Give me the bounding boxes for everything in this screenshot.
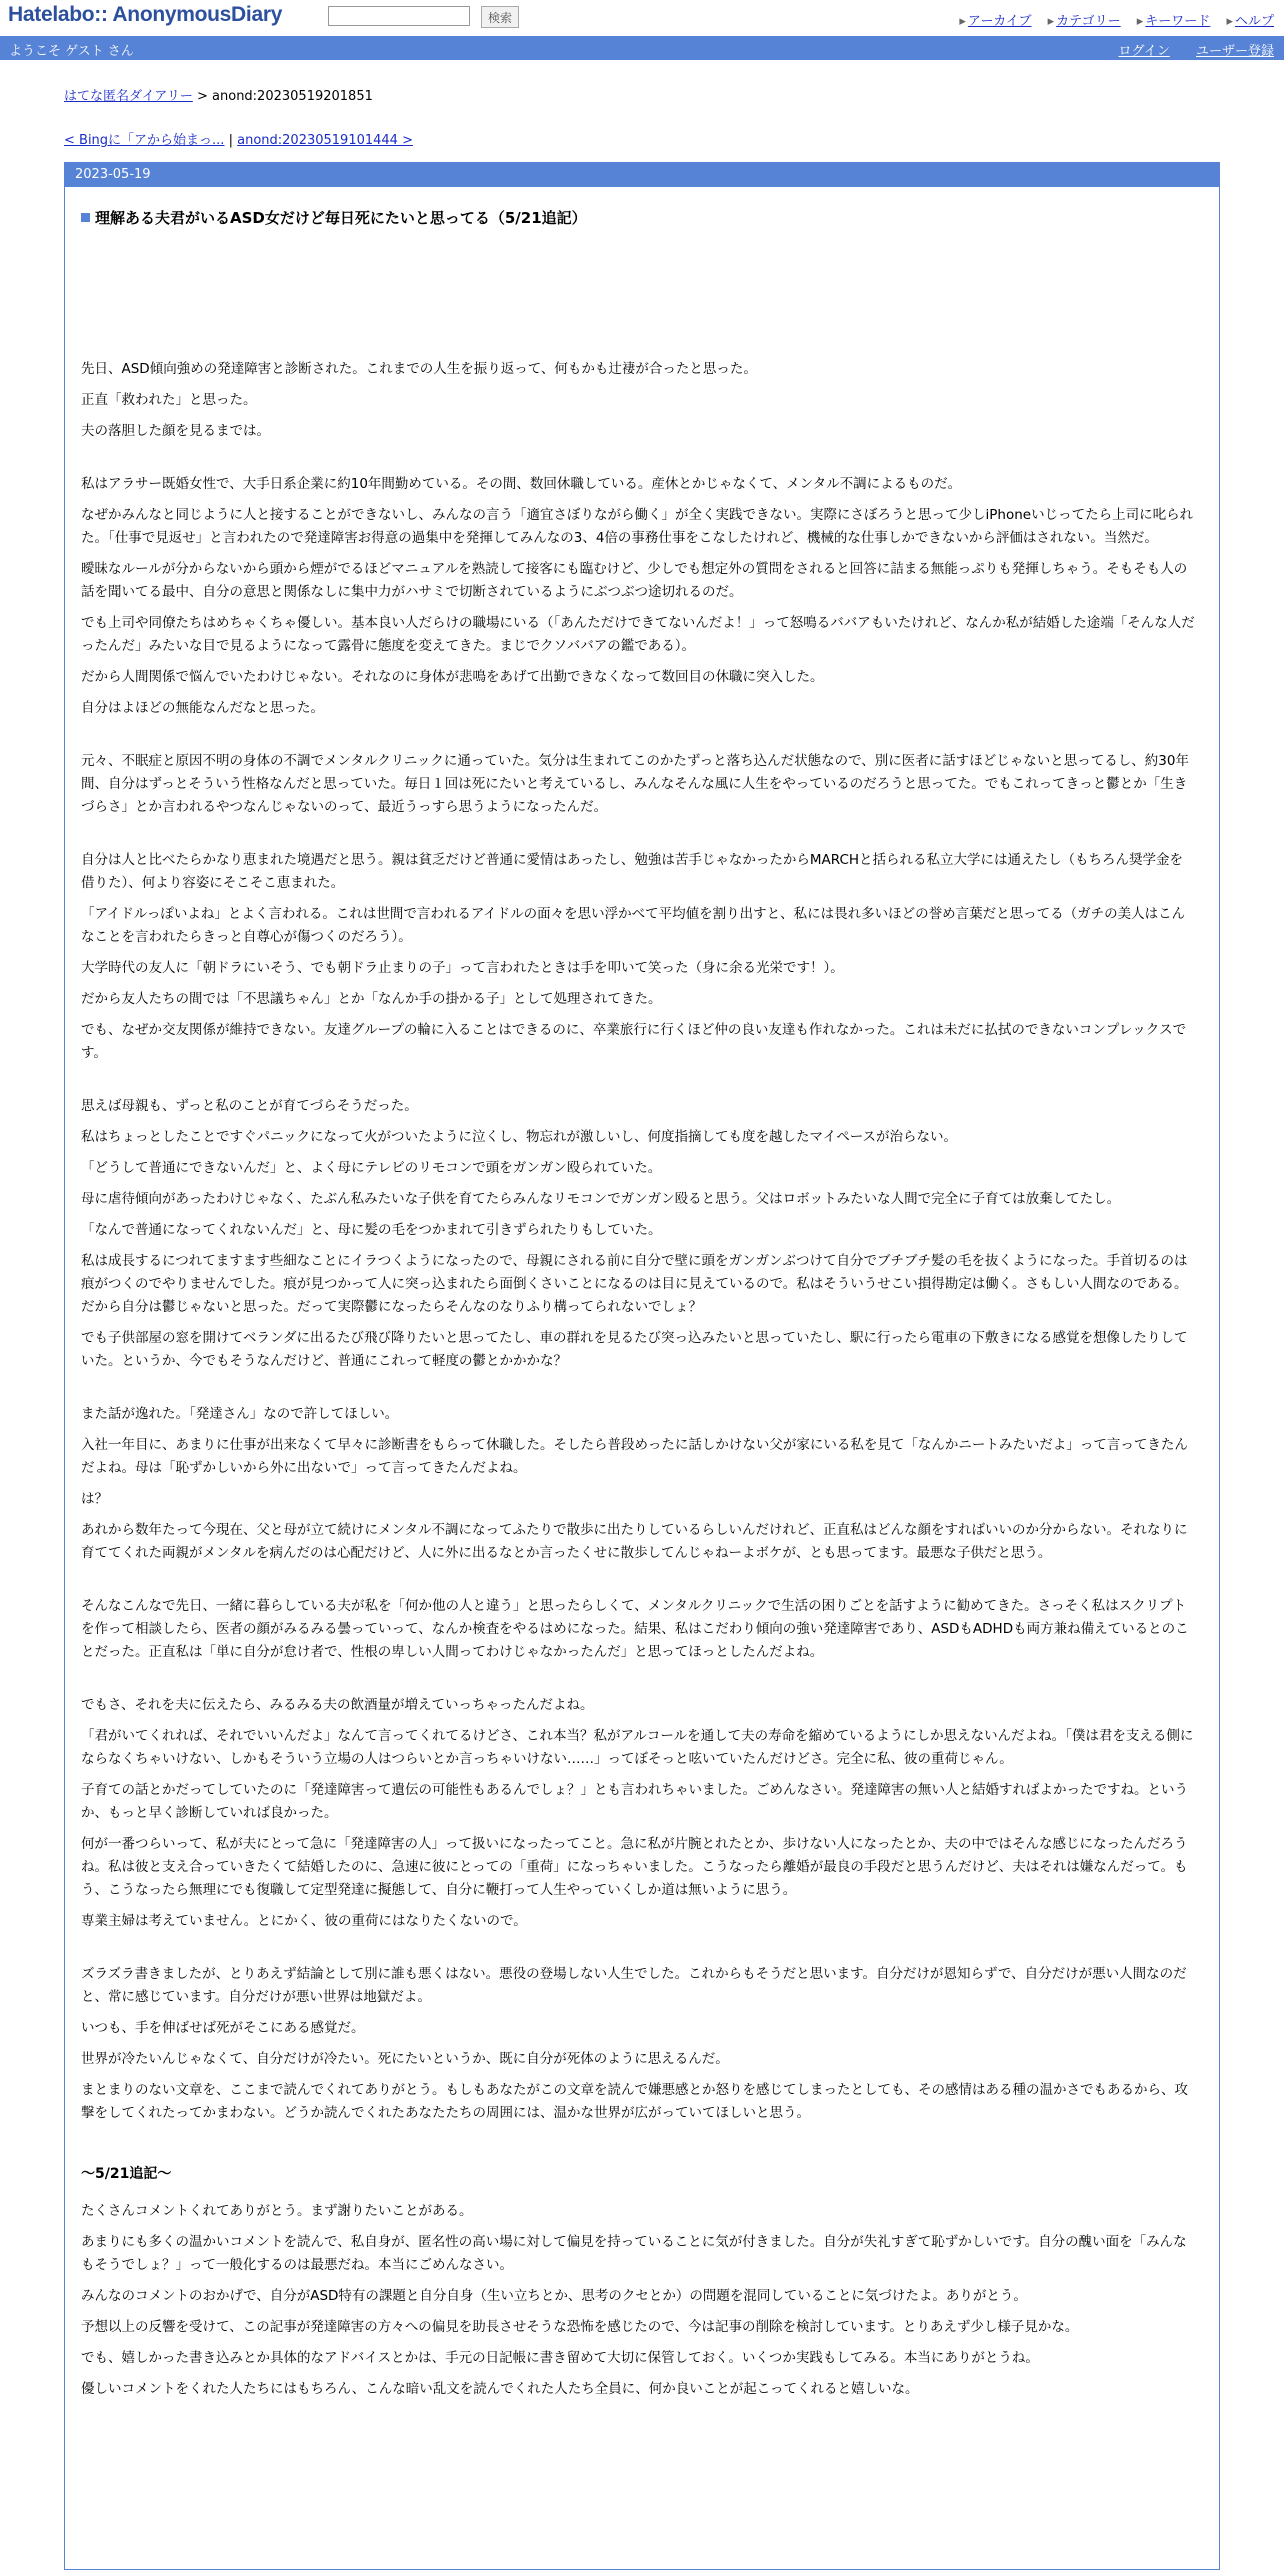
nav-keyword-link[interactable]: ▸ キーワード [1137, 14, 1211, 29]
addendum-paragraph: でも、嬉しかった書き込みとか具体的なアドバイスとかは、手元の日記帳に書き留めて大切に保管しておく。いくつか実践もしてみる。本当にありがとうね。 [81, 2350, 1039, 2366]
entry-paragraph: でもさ、それを夫に伝えたら、みるみる夫の飲酒量が増えていっちゃったんだよね。 [81, 1697, 594, 1713]
entry-paragraph: 私はちょっとしたことですぐパニックになって火がついたように泣くし、物忘れが激しいし、何度指摘しても度を越したマイペースが治らない。 [81, 1129, 958, 1145]
top-bar [0, 0, 1284, 36]
entry-paragraph: 大学時代の友人に「朝ドラにいそう、でも朝ドラ止まりの子」って言われたときは手を叩いて笑った（身に余る光栄です！）。 [81, 960, 844, 976]
entry-paragraph: 世界が冷たいんじゃなくて、自分だけが冷たい。死にたいというか、既に自分が死体のように思えるんだ。 [81, 2051, 729, 2067]
entry-paragraph: 「どうして普通にできないんだ」と、よく母にテレビのリモコンで頭をガンガン殴られていた。 [81, 1160, 662, 1176]
entry-paragraph: は？ [81, 1491, 108, 1507]
prev-entry-link[interactable]: < Bingに「アから始まっ... [64, 133, 225, 148]
diary-day-section [64, 162, 1220, 2570]
next-entry-link[interactable]: anond:20230519101444 > [237, 133, 413, 148]
addendum-paragraph: あまりにも多くの温かいコメントを読んで、私自身が、匿名性の高い場に対して偏見を持っていることに気が付きました。自分が失礼すぎて恥ずかしいです。自分の醜い面を「みんなもそうでしょ？」って一般化するのは最悪だね。本当にごめんなさい。 [81, 2234, 1187, 2273]
entry-paragraph: ズラズラ書きましたが、とりあえず結論として別に誰も悪くはない。悪役の登場しない人生でした。これからもそうだと思います。自分だけが恩知らずで、自分だけが悪い人間なのだと、常に感じています。自分だけが悪い世界は地獄だよ。 [81, 1966, 1187, 2005]
nav-archive-link[interactable]: ▸ アーカイブ [959, 14, 1031, 29]
breadcrumb-separator: > [196, 89, 208, 104]
pager [64, 129, 1284, 148]
addendum-paragraph: 優しいコメントをくれた人たちにはもちろん、こんな暗い乱文を読んでくれた人たち全員に、何か良いことが起こってくれると嬉しいな。 [81, 2381, 919, 2397]
welcome-text: ようこそ ゲスト さん [9, 44, 134, 59]
entry-paragraph: だから人間関係で悩んでいたわけじゃない。それなのに身体が悲鳴をあげて出勤できなくなって数回目の休職に突入した。 [81, 669, 824, 685]
entry-paragraph: あれから数年たって今現在、父と母が立て続けにメンタル不調になってふたりで散歩に出たりしているらしいんだけれど、正直私はどんな顔をすればいいのか分からない。それなりに育ててくれた両親がメンタルを病んだのは心配だけど、人に外に出るなとか言ったくせに散歩してんじゃねーよボケが、とも思ってます。最悪な子供だと思う。 [81, 1522, 1188, 1561]
entry-paragraph: でも子供部屋の窓を開けてベランダに出るたび飛び降りたいと思ってたし、車の群れを見るたび突っ込みたいと思っていたし、駅に行ったら電車の下敷きになる感覚を想像したりしていた。というか、今でもそうなんだけど、普通にこれって軽度の鬱とかかかな？ [81, 1330, 1188, 1369]
entry-paragraph: 夫の落胆した顔を見るまでは。 [81, 423, 270, 439]
breadcrumb-current: anond:20230519201851 [212, 89, 373, 104]
entry-paragraph: 正直「救われた」と思った。 [81, 392, 257, 408]
entry-paragraph: 専業主婦は考えていません。とにかく、彼の重荷にはなりたくないので。 [81, 1913, 527, 1929]
pager-separator: | [228, 133, 233, 148]
entry-permalink-icon[interactable] [81, 213, 90, 222]
entry-paragraph: でも上司や同僚たちはめちゃくちゃ優しい。基本良い人だらけの職場にいる（「あんただけできてないんだよ！」って怒鳴るババアもいたけれど、なんか私が結婚した途端「そんな人だったんだ」みたいな目で見るようになって露骨に態度を変えてきた。まじでクソババアの鑑である）。 [81, 615, 1195, 654]
register-link[interactable]: ユーザー登録 [1195, 44, 1274, 59]
entry-paragraph: いつも、手を伸ばせば死がそこにある感覚だ。 [81, 2020, 365, 2036]
entry-paragraph: なぜかみんなと同じように人と接することができないし、みんなの言う「適宜さぼりながら働く」が全く実践できない。実際にさぼろうと思って少しiPhoneいじってたら上司に叱られた。「仕事で見返せ」と言われたので発達障害お得意の過集中を発揮してみんなの3、4倍の事務仕事をこなしたけれど、機械的な仕事しかできないから評価はされない。当然だ。 [81, 507, 1194, 546]
entry-paragraph: 何が一番つらいって、私が夫にとって急に「発達障害の人」って扱いになったってこと。急に私が片腕とれたとか、歩けない人になったとか、夫の中ではそんな感じになったんだろうね。私は彼と支え合っていきたくて結婚したのに、急速に彼にとっての「重荷」になっちゃいました。こうなったら離婚が最良の手段だと思うんだけど、夫はそれは嫌なんだって。もう、こうなったら無理にでも復職して定型発達に擬態して、自分に鞭打って人生やっていくしか道は無いように思う。 [81, 1836, 1188, 1898]
entry-paragraph: 入社一年目に、あまりに仕事が出来なくて早々に診断書をもらって休職した。そしたら普段めったに話しかけない父が家にいる私を見て「なんかニートみたいだよ」って言ってきたんだよね。母は「恥ずかしいから外に出ないで」って言ってきたんだよね。 [81, 1437, 1188, 1476]
entry-paragraph: だから友人たちの間では「不思議ちゃん」とか「なんか手の掛かる子」として処理されてきた。 [81, 991, 662, 1007]
login-link[interactable]: ログイン [1118, 44, 1170, 59]
entry-paragraph: 「アイドルっぽいよね」とよく言われる。これは世間で言われるアイドルの面々を思い浮かべて平均値を割り出すと、私には畏れ多いほどの誉め言葉だと思ってる（ガチの美人はこんなことを言われたらきっと自尊心が傷つくのだろう）。 [81, 906, 1186, 945]
addendum-paragraph: たくさんコメントくれてありがとう。まず謝りたいことがある。 [81, 2203, 473, 2219]
addendum-paragraph: 予想以上の反響を受けて、この記事が発達障害の方々への偏見を助長させそうな恐怖を感じたので、今は記事の削除を検討しています。とりあえず少し様子見かな。 [81, 2319, 1079, 2335]
entry-body [81, 358, 1195, 2401]
breadcrumb [64, 85, 1284, 104]
addendum-paragraph: みんなのコメントのおかげで、自分がASD特有の課題と自分自身（生い立ちとか、思考のクセとか）の問題を混同していることに気づけたよ。ありがとう。 [81, 2288, 1027, 2304]
entry-title [81, 207, 1219, 228]
entry-paragraph: 母に虐待傾向があったわけじゃなく、たぶん私みたいな子供を育てたらみんなリモコンでガンガン殴ると思う。父はロボットみたいな人間で完全に子育ては放棄してたし。 [81, 1191, 1121, 1207]
entry-paragraph: まとまりのない文章を、ここまで読んでくれてありがとう。もしもあなたがこの文章を読んで嫌悪感とか怒りを感じてしまったとしても、その感情はある種の温かさでもあるから、攻撃をしてくれたってかまわない。どうか読んでくれたあなたたちの周囲には、温かな世界が広がっていてほしいと思う。 [81, 2082, 1188, 2121]
breadcrumb-home-link[interactable]: はてな匿名ダイアリー [64, 89, 193, 104]
entry-paragraph: 「君がいてくれれば、それでいいんだよ」なんて言ってくれてるけどさ、これ本当？私がアルコールを通して夫の寿命を縮めているようにしか思えないんだよね。「僕は君を支える側にならなくちゃいけない、しかもそういう立場の人はつらいとか言っちゃいけない……」ってぼそっと呟いていたんだけどさ。完全に私、彼の重荷じゃん。 [81, 1728, 1194, 1767]
account-links [1096, 40, 1274, 59]
entry-paragraph: でも、なぜか交友関係が維持できない。友達グループの輪に入ることはできるのに、卒業旅行に行くほど仲の良い友達も作れなかった。これは未だに払拭のできないコンプレックスです。 [81, 1022, 1187, 1061]
entry-date: 2023-05-19 [65, 163, 1219, 187]
search-button[interactable]: 検索 [481, 6, 519, 28]
entry-paragraph: 私は成長するにつれてますます些細なことにイラつくようになったので、母親にされる前に自分で壁に頭をガンガンぶつけて自分でブチブチ髪の毛を抜くようになった。手首切るのは痕がつくのでやりませんでした。痕が見つかって人に突っ込まれたら面倒くさいことになるのは目に見えているので。私はそういうせこい損得勘定は働く。さもしい人間なのである。だから自分は鬱じゃないと思った。だって実際鬱になったらそんなのなりふり構ってられないでしょ？ [81, 1253, 1188, 1315]
entry-paragraph: 私はアラサー既婚女性で、大手日系企業に約10年間勤めている。その間、数回休職している。産休とかじゃなくて、メンタル不調によるものだ。 [81, 476, 962, 492]
site-logo[interactable]: Hatelabo:: AnonymousDiary [8, 3, 283, 26]
entry-paragraph: そんなこんなで先日、一緒に暮らしている夫が私を「何か他の人と違う」と思ったらしくて、メンタルクリニックで生活の困りごとを話すように勧めてきた。さっそく私はスクリプトを作って相談したら、医者の顔がみるみる曇っていって、なんか検査をやるはめになった。結果、私はこだわり傾向の強い発達障害であり、ASDもADHDも両方兼ね備えているとのことだった。正直私は「単に自分が怠け者で、性根の卑しい人間ってわけじゃなかったんだ」と思ってほっとしたんだよね。 [81, 1598, 1189, 1660]
search-input[interactable] [328, 6, 470, 26]
entry-title-text: 理解ある夫君がいるASD女だけど毎日死にたいと思ってる（5/21追記） [95, 209, 587, 227]
entry-paragraph: また話が逸れた。「発達さん」なので許してほしい。 [81, 1406, 399, 1422]
top-nav [947, 10, 1274, 29]
addendum-heading: ～5/21追記～ [81, 2166, 172, 2182]
entry-paragraph: 曖昧なルールが分からないから頭から煙がでるほどマニュアルを熟読して接客にも臨むけど、少しでも想定外の質問をされると回答に詰まる無能っぷりも発揮しちゃう。そもそも人の話を聞いてる最中、自分の意思と関係なしに集中力がハサミで切断されているようにぶつぶつ途切れるのだ。 [81, 561, 1188, 600]
nav-category-link[interactable]: ▸ カテゴリー [1048, 14, 1121, 29]
entry-paragraph: 「なんで普通になってくれないんだ」と、母に髪の毛をつかまれて引きずられたりもしていた。 [81, 1222, 662, 1238]
nav-help-link[interactable]: ▸ ヘルプ [1226, 14, 1274, 29]
entry-paragraph: 自分は人と比べたらかなり恵まれた境遇だと思う。親は貧乏だけど普通に愛情はあったし、勉強は苦手じゃなかったからMARCHと括られる私立大学には通えたし（もちろん奨学金を借りた）、何より容姿にそこそこ恵まれた。 [81, 852, 1184, 891]
entry-paragraph: 子育ての話とかだってしていたのに「発達障害って遺伝の可能性もあるんでしょ？」とも言われちゃいました。ごめんなさい。発達障害の無い人と結婚すればよかったですね。というか、もっと早く診断していれば良かった。 [81, 1782, 1188, 1821]
entry-paragraph: 元々、不眠症と原因不明の身体の不調でメンタルクリニックに通っていた。気分は生まれてこのかたずっと落ち込んだ状態なので、別に医者に話すほどじゃないと思ってるし、約30年間、自分はずっとそういう性格なんだと思っていた。毎日１回は死にたいと考えているし、みんなそんな風に人生をやっているのだろうと思ってた。でもこれってきっと鬱とか「生きづらさ」とか言われるやつなんじゃないのって、最近うっすら思うようになったんだ。 [81, 753, 1189, 815]
entry-paragraph: 自分はよほどの無能なんだなと思った。 [81, 700, 324, 716]
entry-paragraph: 先日、ASD傾向強めの発達障害と診断された。これまでの人生を振り返って、何もかも辻褄が合ったと思った。 [81, 361, 757, 377]
entry-paragraph: 思えば母親も、ずっと私のことが育てづらそうだった。 [81, 1098, 418, 1114]
welcome-bar [0, 36, 1284, 60]
